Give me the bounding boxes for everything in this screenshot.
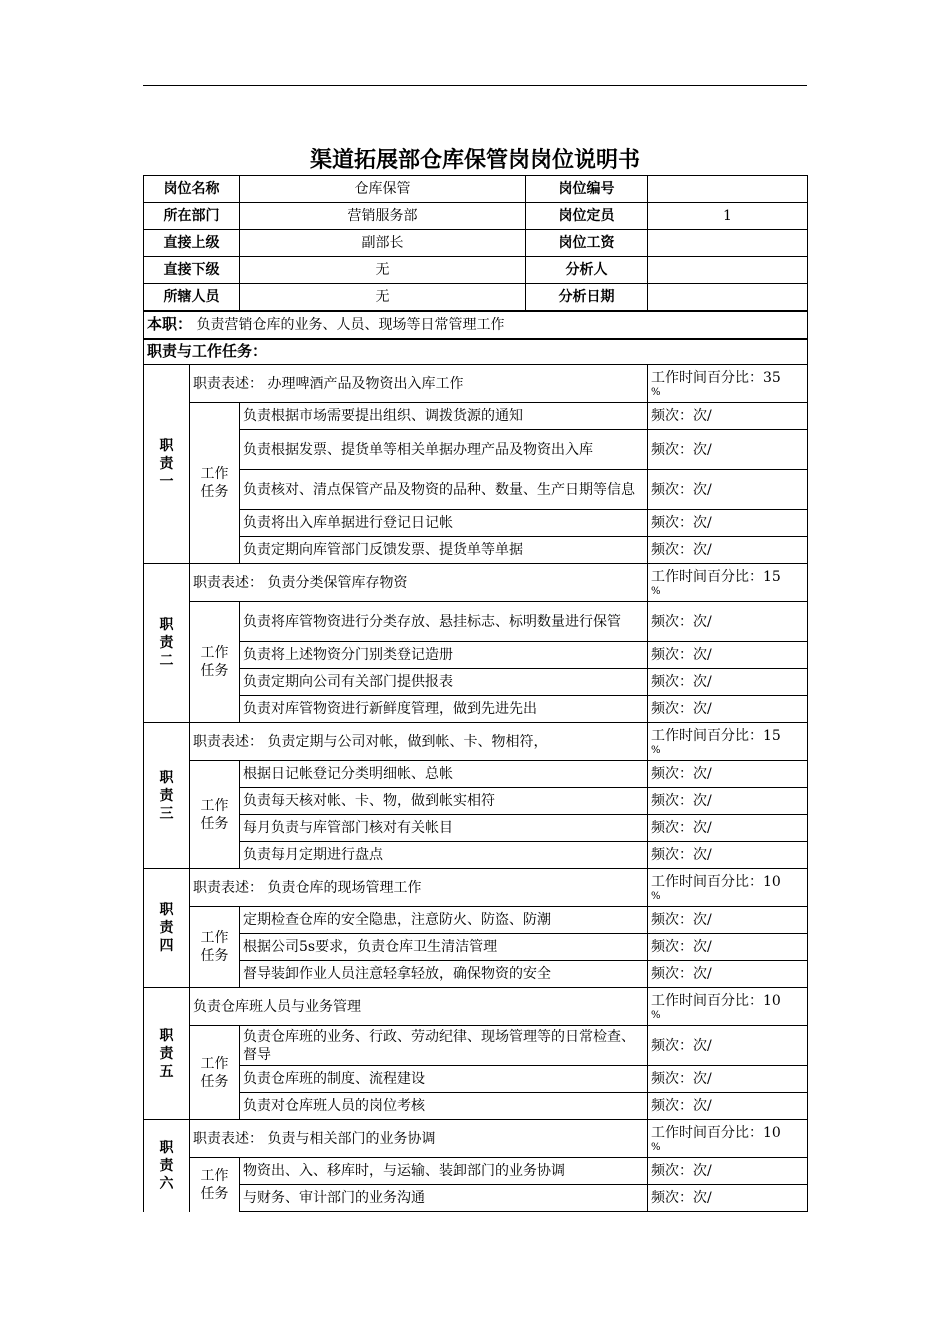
percent-sign: % [651,387,661,398]
duties-header-row [144,339,808,365]
duty-percent [648,365,808,403]
duty-statement: 职责表述： 负责分类保管库存物资 [190,564,648,602]
task-frequency: 频次：次/ [648,1026,808,1066]
percent-text: 工作时间百分比：15 [651,728,781,744]
duty-row [144,988,808,1026]
duty-title: 职 责 三 [144,723,190,869]
percent-sign: % [651,1010,661,1021]
task-frequency: 频次：次/ [648,934,808,961]
info-row [144,230,808,257]
duty-title: 职 责 五 [144,988,190,1120]
task-text: 负责仓库班的制度、流程建设 [240,1066,648,1093]
info-value: 营销服务部 [240,203,526,230]
info-label: 直接上级 [144,230,240,257]
task-frequency: 频次：次/ [648,788,808,815]
benzhi-label: 本职： [147,315,193,333]
percent-text: 工作时间百分比：15 [651,569,781,585]
duty-percent [648,869,808,907]
task-row [144,510,808,537]
info-label: 岗位工资 [526,230,648,257]
info-value: 仓库保管 [240,176,526,203]
task-frequency: 频次：次/ [648,510,808,537]
info-label: 所在部门 [144,203,240,230]
task-frequency: 频次：次/ [648,1185,808,1212]
task-text: 根据公司5s要求，负责仓库卫生清洁管理 [240,934,648,961]
task-text: 负责根据市场需要提出组织、调拨货源的通知 [240,403,648,430]
task-row [144,815,808,842]
duty-statement: 职责表述： 负责仓库的现场管理工作 [190,869,648,907]
percent-sign: % [651,1142,661,1153]
info-label: 所辖人员 [144,284,240,311]
header-rule [143,85,807,86]
duty-title: 职 责 四 [144,869,190,988]
task-text: 负责核对、清点保管产品及物资的品种、数量、生产日期等信息 [240,470,648,510]
duty-percent [648,1120,808,1158]
task-text: 负责将库管物资进行分类存放、悬挂标志、标明数量进行保管 [240,602,648,642]
info-label: 分析日期 [526,284,648,311]
benzhi-text: 负责营销仓库的业务、人员、现场等日常管理工作 [196,317,505,333]
task-group-label: 工作 任务 [190,1026,240,1120]
task-text: 与财务、审计部门的业务沟通 [240,1185,648,1212]
info-label: 岗位编号 [526,176,648,203]
duty-statement: 职责表述： 负责与相关部门的业务协调 [190,1120,648,1158]
duty-percent [648,564,808,602]
task-row [144,403,808,430]
task-row [144,470,808,510]
task-row [144,696,808,723]
task-frequency: 频次：次/ [648,961,808,988]
info-value: 1 [648,203,808,230]
task-frequency: 频次：次/ [648,761,808,788]
task-frequency: 频次：次/ [648,470,808,510]
task-row [144,907,808,934]
task-frequency: 频次：次/ [648,642,808,669]
task-text: 负责每天核对帐、卡、物，做到帐实相符 [240,788,648,815]
task-row [144,1026,808,1066]
task-row [144,934,808,961]
task-group-label: 工作 任务 [190,403,240,564]
task-row [144,961,808,988]
percent-sign: % [651,586,661,597]
info-value: 无 [240,257,526,284]
duty-title: 职 责 六 [144,1120,190,1212]
job-description-table [143,175,808,1212]
info-row [144,176,808,203]
info-value: 副部长 [240,230,526,257]
task-row [144,537,808,564]
info-label: 岗位名称 [144,176,240,203]
task-group-label: 工作 任务 [190,602,240,723]
info-row [144,203,808,230]
duty-title: 职 责 一 [144,365,190,564]
percent-text: 工作时间百分比：35 [651,370,781,386]
info-value [648,257,808,284]
duty-title: 职 责 二 [144,564,190,723]
task-frequency: 频次：次/ [648,430,808,470]
task-frequency: 频次：次/ [648,537,808,564]
task-row [144,1185,808,1212]
task-frequency: 频次：次/ [648,1093,808,1120]
task-frequency: 频次：次/ [648,907,808,934]
info-value: 无 [240,284,526,311]
duties-header [144,339,808,365]
task-row [144,430,808,470]
task-row [144,1093,808,1120]
task-text: 负责定期向库管部门反馈发票、提货单等单据 [240,537,648,564]
percent-text: 工作时间百分比：10 [651,874,781,890]
task-text: 负责仓库班的业务、行政、劳动纪律、现场管理等的日常检查、督导 [240,1026,648,1066]
task-text: 负责根据发票、提货单等相关单据办理产品及物资出入库 [240,430,648,470]
task-group-label: 工作 任务 [190,907,240,988]
duty-percent [648,988,808,1026]
task-frequency: 频次：次/ [648,669,808,696]
task-text: 物资出、入、移库时，与运输、装卸部门的业务协调 [240,1158,648,1185]
duty-row [144,365,808,403]
task-row [144,761,808,788]
info-row [144,257,808,284]
page-title: 渠道拓展部仓库保管岗岗位说明书 [309,148,640,173]
info-value [648,230,808,257]
task-text: 负责定期向公司有关部门提供报表 [240,669,648,696]
task-frequency: 频次：次/ [648,815,808,842]
task-text: 负责对仓库班人员的岗位考核 [240,1093,648,1120]
info-label: 直接下级 [144,257,240,284]
task-text: 负责对库管物资进行新鲜度管理，做到先进先出 [240,696,648,723]
task-row [144,642,808,669]
percent-text: 工作时间百分比：10 [651,993,781,1009]
info-value [648,176,808,203]
task-row [144,1066,808,1093]
task-frequency: 频次：次/ [648,1158,808,1185]
task-text: 负责将上述物资分门别类登记造册 [240,642,648,669]
task-text: 每月负责与库管部门核对有关帐目 [240,815,648,842]
percent-text: 工作时间百分比：10 [651,1125,781,1141]
duty-row [144,1120,808,1158]
duties-header-label: 职责与工作任务： [147,342,268,361]
duty-percent [648,723,808,761]
task-frequency: 频次：次/ [648,842,808,869]
percent-sign: % [651,891,661,902]
task-frequency: 频次：次/ [648,602,808,642]
task-frequency: 频次：次/ [648,403,808,430]
benzhi-cell [144,311,808,339]
duty-row [144,564,808,602]
duty-statement: 职责表述： 负责定期与公司对帐，做到帐、卡、物相符， [190,723,648,761]
task-row [144,842,808,869]
duty-row [144,723,808,761]
task-text: 负责每月定期进行盘点 [240,842,648,869]
task-text: 根据日记帐登记分类明细帐、总帐 [240,761,648,788]
duty-statement: 职责表述： 办理啤酒产品及物资出入库工作 [190,365,648,403]
task-row [144,788,808,815]
task-text: 督导装卸作业人员注意轻拿轻放，确保物资的安全 [240,961,648,988]
percent-sign: % [651,745,661,756]
task-group-label: 工作 任务 [190,1158,240,1212]
info-row [144,284,808,311]
task-frequency: 频次：次/ [648,1066,808,1093]
task-row [144,1158,808,1185]
benzhi-row [144,311,808,339]
task-text: 负责将出入库单据进行登记日记帐 [240,510,648,537]
info-label: 分析人 [526,257,648,284]
duty-statement: 负责仓库班人员与业务管理 [190,988,648,1026]
info-value [648,284,808,311]
info-label: 岗位定员 [526,203,648,230]
task-row [144,602,808,642]
task-frequency: 频次：次/ [648,696,808,723]
task-text: 定期检查仓库的安全隐患，注意防火、防盗、防潮 [240,907,648,934]
task-row [144,669,808,696]
duty-row [144,869,808,907]
task-group-label: 工作 任务 [190,761,240,869]
